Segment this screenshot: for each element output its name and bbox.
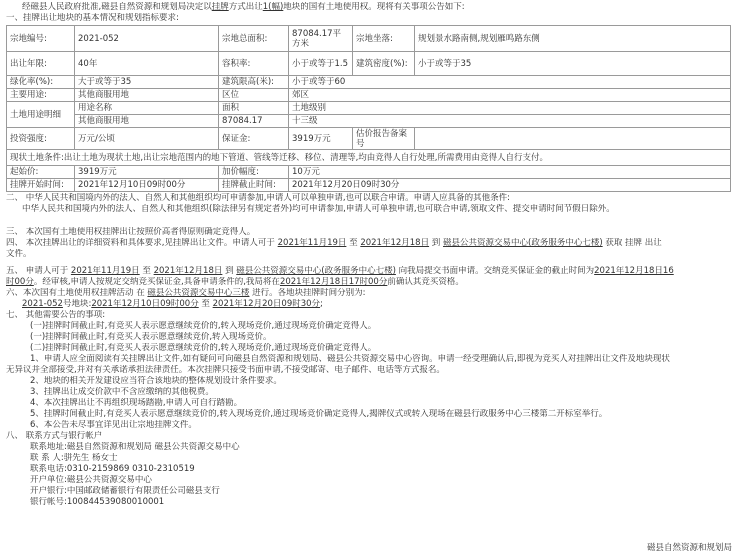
s4-place: 磁县公共资源交易中心(政务服务中心七楼) <box>443 238 603 248</box>
intro-text-3: 地块的国有土地使用权。现将有关事项公告如下: <box>283 2 465 12</box>
account-number: 银行帐号:100844539080010001 <box>30 497 165 507</box>
section-8-title: 八、 联系方式与银行帐户 <box>6 431 103 441</box>
parcel-id-label: 宗地编号: <box>7 26 75 52</box>
height-limit-value: 小于或等于60 <box>289 76 731 89</box>
s5-text-a: 五、 申请人可于 <box>6 266 69 276</box>
table-row <box>7 102 731 115</box>
green-rate-label: 绿化率(%): <box>7 76 75 89</box>
s5-date-end: 2021年12月18日 <box>153 266 223 276</box>
term-label: 出让年限: <box>7 52 75 76</box>
s5-deposit-deadline: 2021年12月18日16 <box>594 266 674 276</box>
s4-text-c: 到 <box>431 238 441 248</box>
s5-text-d: 向我局提交书面申请。交纳竞买保证金的截止时间为 <box>398 266 595 276</box>
s6-text-p4: ; <box>320 299 323 309</box>
section-7-note-6: 6、本公告未尽事宜详见出让宗地挂牌文件。 <box>30 420 197 430</box>
start-price-label: 起始价: <box>7 166 75 179</box>
increment-label: 加价幅度: <box>219 166 289 179</box>
use-area-header: 面积 <box>219 102 289 115</box>
s6-date-start: 2021年12月10日09时00分 <box>91 299 199 309</box>
s6-date-end: 2021年12月20日09时30分 <box>212 299 321 309</box>
section-4 <box>6 238 734 249</box>
increment-value: 10万元 <box>289 166 731 179</box>
density-value: 小于或等于35 <box>415 52 731 76</box>
s5-text-g: 前确认其竞买资格。 <box>387 277 464 287</box>
s6-place: 磁县公共资源交易中心三楼 <box>147 288 250 298</box>
intro-paragraph <box>6 2 734 13</box>
use-detail-label: 土地用途明细 <box>7 102 75 128</box>
start-price-value: 3919万元 <box>75 166 219 179</box>
table-row <box>7 89 731 102</box>
section-7-note-1-cont: 无异议并全部接受,并对有关承诺承担法律责任。本次挂牌只接受书面申请,不接受邮寄、电子邮件、电话等方式报名。 <box>6 365 445 375</box>
height-limit-label: 建筑限高(米): <box>219 76 289 89</box>
section-2-conditions: 中华人民共和国境内外的法人、自然人和其他组织(除法律另有规定者外)均可申请参加,申请人可单独申请,也可联合申请,领取文件、提交申请时间节假日除外。 <box>22 204 615 214</box>
intro-text-2: 方式出让 <box>228 2 263 12</box>
section-3: 三、 本次国有土地使用权挂牌出让按照价高者得原则确定竞得人。 <box>6 227 256 237</box>
contact-address: 联系地址:磁县自然资源和规划局 磁县公共资源交易中心 <box>30 442 240 452</box>
zone-value: 郊区 <box>289 89 731 102</box>
land-status-cell: 现状土地条件:出让土地为现状土地,出让宗地范围内的地下管道、管线等迁移、移位、清理等,均由竞得人自行处理,所需费用由竞得人自行支付。 <box>7 150 731 166</box>
location-label: 宗地坐落: <box>353 26 415 52</box>
section-7-note-5: 5、挂牌时间截止时,有竞买人表示愿意继续竞价的,转入现场竞价,通过现场竞价确定竞得人,揭牌仪式或转入现场在磁县行政服务中心三楼第二开标室举行。 <box>30 409 608 419</box>
s4-date-start: 2021年11月19日 <box>277 238 347 248</box>
location-value: 规划景水路南侧,规划雁鸣路东侧 <box>415 26 731 52</box>
s6-text-p3: 至 <box>201 299 210 309</box>
investment-label: 投资强度: <box>7 128 75 150</box>
section-4-cont: 文件。 <box>6 249 32 259</box>
section-6-schedule <box>6 299 734 310</box>
section-7-item-3: (二)挂牌时间截止时,有竞买人表示愿意继续竞价的,转入现场竞价,通过现场竞价确定竞得人。 <box>30 343 377 353</box>
table-row <box>7 52 731 76</box>
s4-text-d: 获取 挂牌 出让 <box>605 238 662 248</box>
deposit-label: 保证金: <box>219 128 289 150</box>
s4-date-end: 2021年12月18日 <box>360 238 430 248</box>
main-use-label: 主要用途: <box>7 89 75 102</box>
issuer-signature: 磁县自然资源和规划局 <box>646 543 732 553</box>
s5-date-start: 2021年11月19日 <box>70 266 140 276</box>
contact-phone: 联系电话:0310-2159869 0310-2310519 <box>30 464 195 474</box>
account-holder: 开户单位:磁县公共资源交易中心 <box>30 475 152 485</box>
s6-text-p2: 号地块: <box>62 299 92 309</box>
listing-start-value: 2021年12月10日09时00分 <box>75 179 219 192</box>
s5-text-f: 。经审核,申请人按规定交纳竞买保证金,具备申请条件的,我局将在 <box>33 277 280 287</box>
s6-parcel-id: 2021-052 <box>22 299 63 309</box>
parcel-id-value: 2021-052 <box>75 26 219 52</box>
deposit-value: 3919万元 <box>289 128 353 150</box>
table-row <box>7 150 731 166</box>
s5-place: 磁县公共资源交易中心(政务服务中心七楼) <box>236 266 396 276</box>
s4-text-b: 至 <box>349 238 358 248</box>
s5-confirm-deadline: 2021年12月18日17时00分 <box>279 277 388 287</box>
section-7-item-1: (一)挂牌时间截止时,有竞买人表示愿意继续竞价的,转入现场竞价,通过现场竞价确定竞得人。 <box>30 321 377 331</box>
land-spec-table <box>6 25 731 192</box>
s5-text-c: 到 <box>225 266 234 276</box>
account-bank: 开户银行:中国邮政储蓄银行有限责任公司磁县支行 <box>30 486 220 496</box>
far-value: 小于或等于1.5 <box>289 52 353 76</box>
section-2: 二、 中华人民共和国境内外的法人、自然人和其他组织均可申请参加,申请人可以单独申请,也可以联合申请。申请人应具备的其他条件: <box>6 193 510 203</box>
section-5 <box>6 266 734 277</box>
s6-text-a: 六、本次国有土地使用权挂牌活动 在 <box>6 288 145 298</box>
section-7-note-1: 1、申请人应全面阅读有关挂牌出让文件,如有疑问可向磁县自然资源和规划局、磁县公共资源交易中心咨询。申请一经受理确认后,即视为竞买人对挂牌出让文件及地块现状 <box>30 354 670 364</box>
far-label: 容积率: <box>219 52 289 76</box>
section-7-note-3: 3、挂牌出让成交价款中不含应缴纳的其他税费。 <box>30 387 214 397</box>
s6-text-b: 进行。各地块挂牌时间分别为: <box>252 288 366 298</box>
investment-value: 万元/公顷 <box>75 128 219 150</box>
use-name-value: 其他商服用地 <box>75 115 219 128</box>
use-name-header: 用途名称 <box>75 102 219 115</box>
section-7-note-2: 2、地块的相关开发建设应当符合该地块的整体规划设计条件要求。 <box>30 376 282 386</box>
appraisal-label: 估价报告备案号 <box>353 128 415 150</box>
s5-text-b: 至 <box>142 266 151 276</box>
land-level-value: 十三级 <box>289 115 731 128</box>
total-area-value: 87084.17平方米 <box>289 26 353 52</box>
intro-text-1: 经磁县人民政府批准,磁县自然资源和规划局决定以 <box>22 2 212 12</box>
section-1-title: 一、挂牌出让地块的基本情况和规划指标要求: <box>6 13 179 23</box>
s4-text-a: 四、 本次挂牌出让的详细资料和具体要求,见挂牌出让文件。申请人可于 <box>6 238 275 248</box>
intro-count: 1(幅) <box>262 2 284 12</box>
term-value: 40年 <box>75 52 219 76</box>
table-row <box>7 179 731 192</box>
total-area-label: 宗地总面积: <box>219 26 289 52</box>
use-area-value: 87084.17 <box>219 115 289 128</box>
table-row <box>7 115 731 128</box>
green-rate-value: 大于或等于35 <box>75 76 219 89</box>
listing-start-label: 挂牌开始时间: <box>7 179 75 192</box>
table-row <box>7 166 731 179</box>
section-7-note-4: 4、本次挂牌出让不再组织现场踏勘,申请人可自行踏勘。 <box>30 398 243 408</box>
section-6 <box>6 288 734 299</box>
section-5-cont <box>6 277 734 288</box>
section-7-item-2: (一)挂牌时间截止时,有竞买人表示愿意继续竞价,转入现场竞价。 <box>30 332 272 342</box>
appraisal-value <box>415 128 731 150</box>
table-row <box>7 76 731 89</box>
table-row <box>7 128 731 150</box>
land-level-header: 土地级别 <box>289 102 731 115</box>
intro-method: 挂牌 <box>211 2 229 12</box>
zone-label: 区位 <box>219 89 289 102</box>
contact-person: 联 系 人:骈先生 杨女士 <box>30 453 118 463</box>
main-use-value: 其他商服用地 <box>75 89 219 102</box>
listing-end-value: 2021年12月20日09时30分 <box>289 179 731 192</box>
listing-end-label: 挂牌截止时间: <box>219 179 289 192</box>
density-label: 建筑密度(%): <box>353 52 415 76</box>
s5-text-e: 时00分 <box>6 277 34 287</box>
section-7-title: 七、 其他需要公告的事项: <box>6 310 106 320</box>
table-row <box>7 26 731 52</box>
